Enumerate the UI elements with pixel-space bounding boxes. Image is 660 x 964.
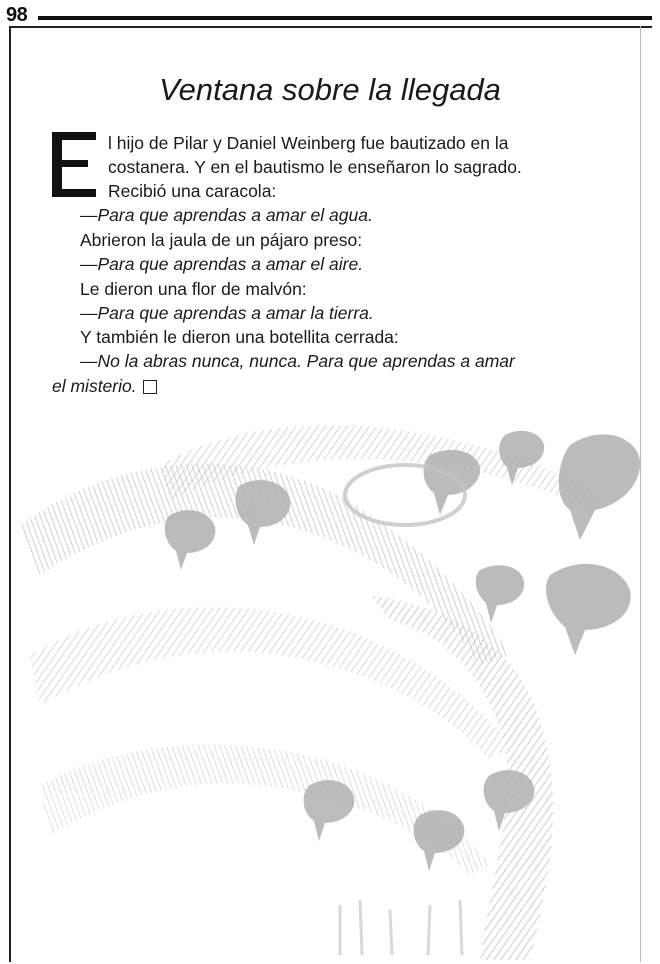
article-title: Ventana sobre la llegada (159, 72, 501, 107)
body-line: costanera. Y en el bautismo le enseñaron lo sagrado. (108, 157, 522, 177)
body-line-last-text: el misterio. (52, 376, 137, 396)
page-number: 98 (6, 4, 28, 26)
body-line: Recibió una caracola: (108, 181, 277, 201)
body-line: Abrieron la jaula de un pájaro preso: (80, 230, 363, 250)
body-line-last (52, 375, 157, 397)
body-line: l hijo de Pilar y Daniel Weinberg fue bautizado en la (108, 133, 509, 153)
header-rule (38, 16, 652, 20)
body-line: —No la abras nunca, nunca. Para que aprendas a amar (80, 351, 515, 371)
body-line: Y también le dieron una botellita cerrada: (80, 327, 399, 347)
body-line: —Para que aprendas a amar el aire. (80, 254, 364, 274)
end-mark-square-icon (143, 380, 157, 394)
body-line: Le dieron una flor de malvón: (80, 279, 307, 299)
dropcap (52, 132, 96, 196)
tree-with-birds-illustration (10, 405, 650, 960)
body-line: —Para que aprendas a amar la tierra. (80, 303, 374, 323)
body-line: —Para que aprendas a amar el agua. (80, 205, 373, 225)
